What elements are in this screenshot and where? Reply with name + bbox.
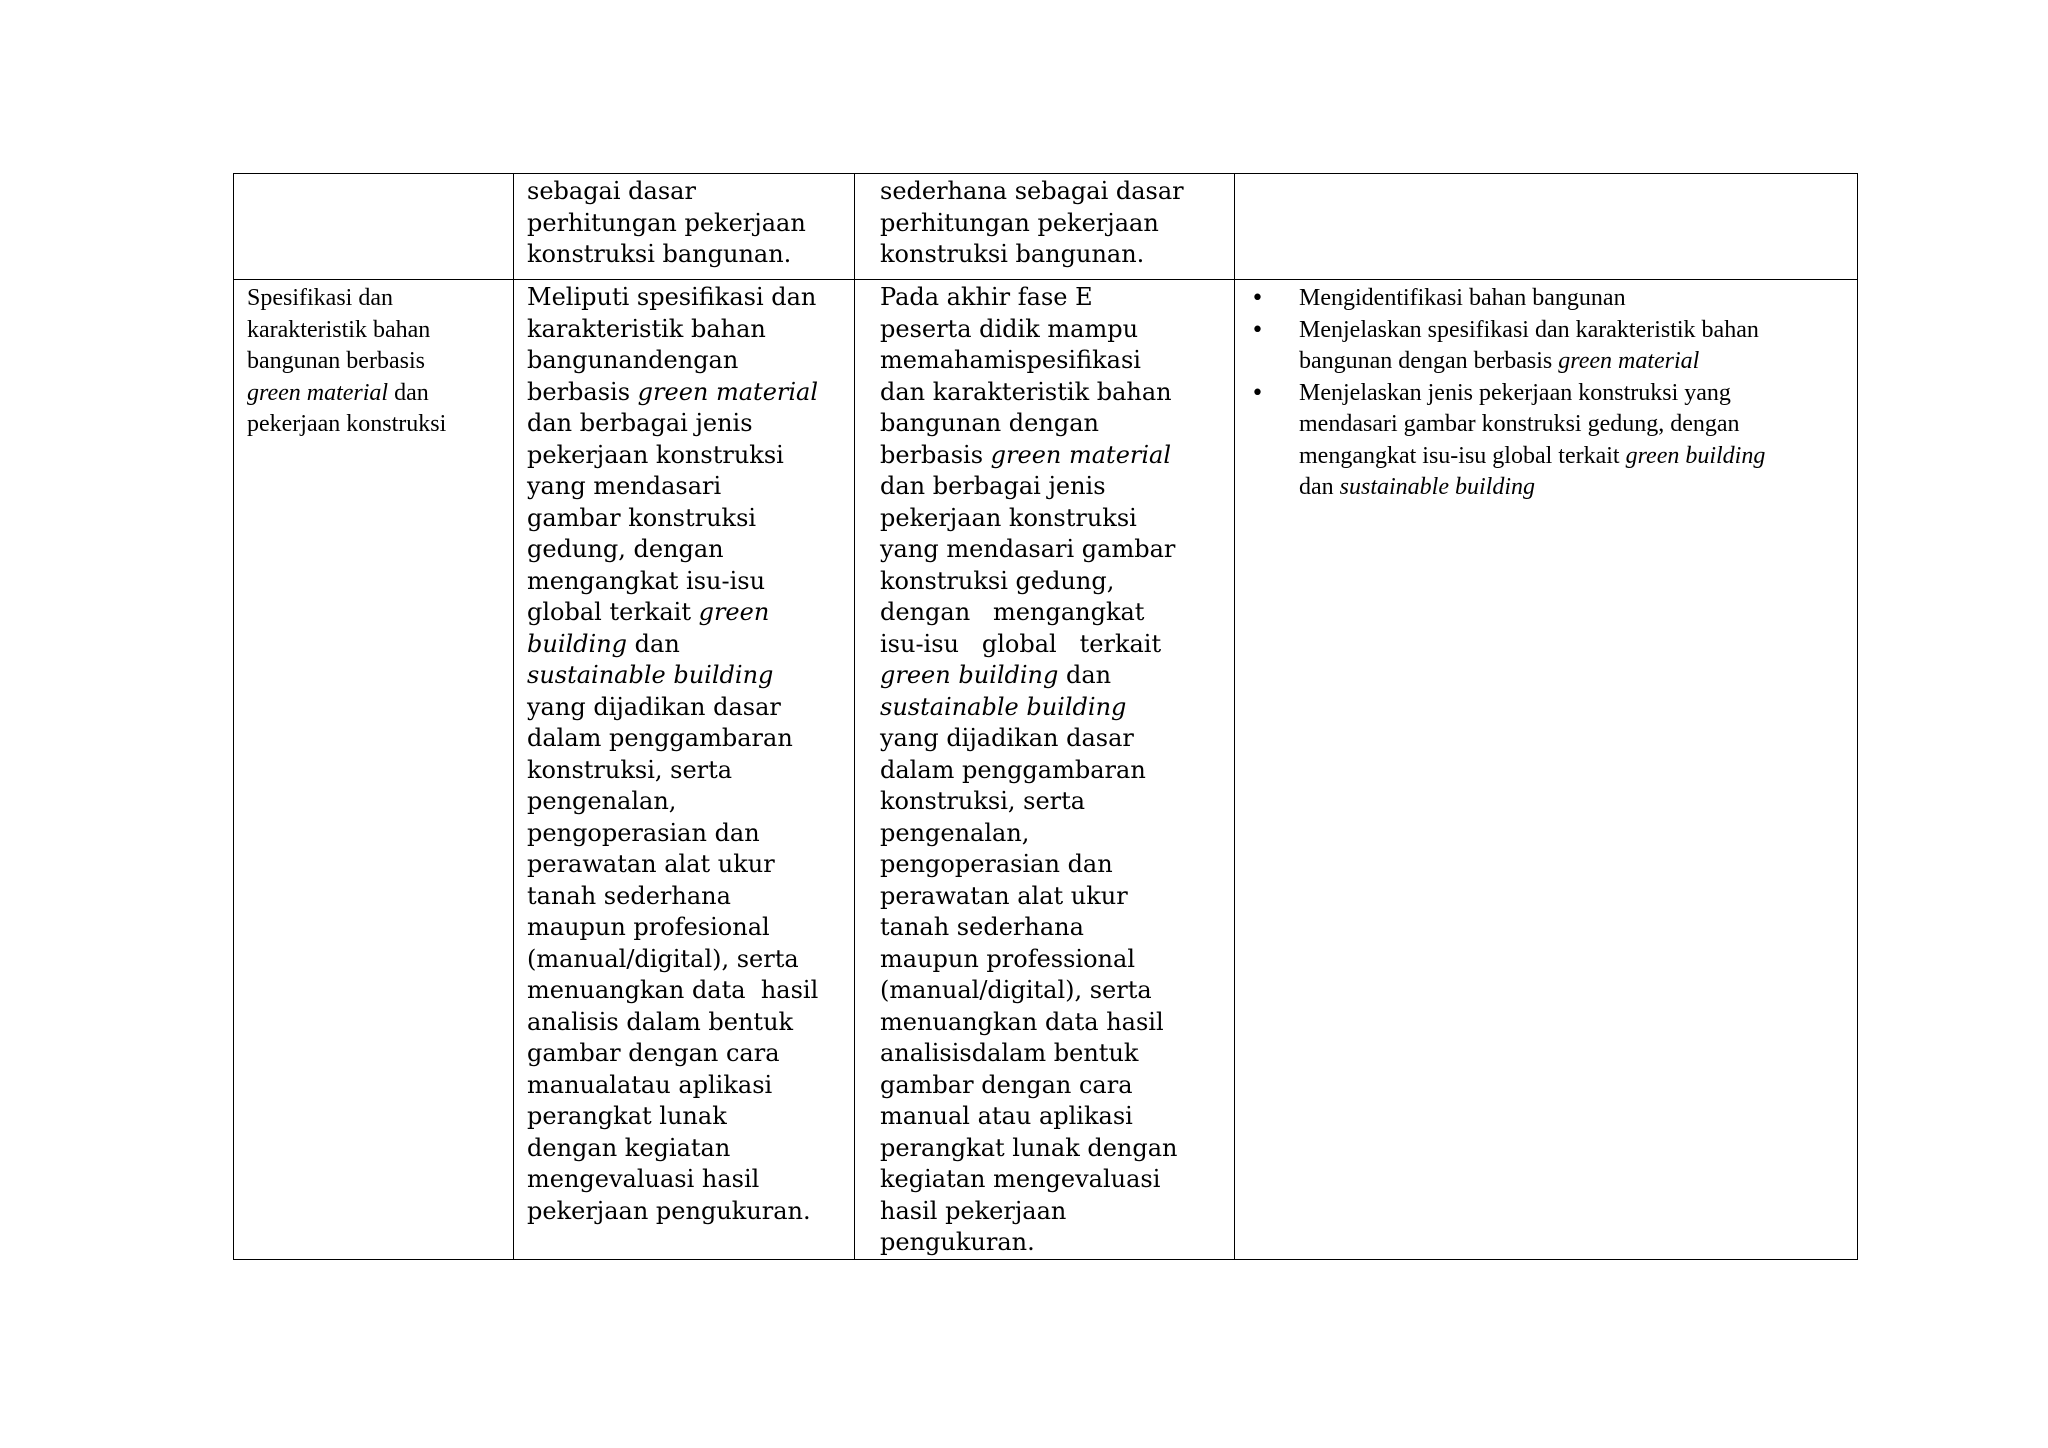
text-line: [1299, 441, 1849, 473]
text-line: [880, 755, 1230, 787]
text-line: [527, 566, 850, 598]
text-run: bangunan berbasis: [247, 348, 425, 374]
text-run: pekerjaan konstruksi: [527, 440, 784, 469]
text-line: konstruksi bangunan.: [880, 240, 1145, 268]
text-run: Pada akhir fase E: [880, 283, 1093, 311]
bullet-item: [1249, 315, 1849, 378]
text-run: yang mendasari: [527, 472, 722, 500]
text-run: Menjelaskan spesifikasi dan karakteristik bahan: [1299, 316, 1759, 343]
text-line: [880, 660, 1230, 692]
text-line: [880, 786, 1230, 818]
text-run: karakteristik bahan: [527, 314, 766, 343]
text-run: konstruksi, serta: [527, 755, 733, 784]
row1-objectives-cell: [1235, 174, 1858, 280]
text-line: [527, 503, 850, 535]
text-line: [527, 881, 850, 913]
text-line: [527, 1038, 850, 1070]
text-run: dan karakteristik bahan: [880, 377, 1172, 406]
text-line: [527, 1070, 850, 1102]
text-line: [527, 345, 850, 377]
text-run: tanah sederhana: [880, 913, 1084, 941]
table-row: [234, 280, 1858, 1260]
text-run: pengoperasian dan: [880, 850, 1113, 878]
text-line: [527, 818, 850, 850]
text-run: perawatan alat ukur: [527, 850, 775, 878]
italic-term: green material: [637, 377, 819, 406]
text-line: konstruksi bangunan.: [527, 240, 792, 268]
text-line: [527, 849, 850, 881]
text-run: bangunandengan: [527, 346, 739, 374]
text-run: kegiatan mengevaluasi: [880, 1165, 1161, 1193]
row2-scope-cell: [514, 280, 855, 1260]
text-line: [1299, 409, 1849, 441]
text-run: maupun professional: [880, 944, 1135, 973]
text-line: [880, 503, 1230, 535]
text-run: perangkat lunak: [527, 1102, 727, 1130]
text-run: dengan kegiatan: [527, 1133, 731, 1162]
text-run: dan: [1058, 661, 1112, 689]
italic-term: sustainable building: [1339, 474, 1535, 500]
italic-term: green material: [990, 440, 1172, 469]
text-run: gedung, dengan: [527, 535, 724, 563]
text-run: yang mendasari gambar: [880, 535, 1176, 563]
text-line: [527, 408, 850, 440]
text-line: [880, 944, 1230, 976]
italic-term: green material: [1558, 348, 1700, 374]
text-line: [527, 912, 850, 944]
text-run: Spesifikasi dan: [247, 285, 393, 311]
text-run: dengan mengangkat: [880, 598, 1145, 626]
text-line: [247, 346, 503, 378]
text-line: [527, 786, 850, 818]
text-run: mengangkat isu-isu: [527, 566, 766, 595]
text-line: [527, 471, 850, 503]
text-run: gambar dengan cara: [880, 1070, 1133, 1099]
text-run: dan: [627, 629, 680, 658]
text-run: tanah sederhana: [527, 881, 731, 910]
text-line: [247, 315, 503, 347]
text-line: [527, 1164, 850, 1196]
text-line: [880, 1070, 1230, 1102]
text-line: [880, 377, 1230, 409]
text-line: [880, 1101, 1230, 1133]
italic-term: sustainable building: [527, 661, 774, 689]
text-run: perawatan alat ukur: [880, 881, 1128, 910]
text-run: pengenalan,: [880, 818, 1030, 847]
row2-element-cell: [234, 280, 514, 1260]
text-run: mengevaluasi hasil: [527, 1165, 760, 1193]
text-run: konstruksi, serta: [880, 787, 1086, 815]
text-line: [1299, 346, 1849, 378]
italic-term: green: [698, 598, 770, 626]
text-line: [527, 1133, 850, 1165]
text-run: Menjelaskan jenis pekerjaan konstruksi yang: [1299, 379, 1731, 406]
text-run: isu-isu global terkait: [880, 629, 1162, 658]
text-line: [880, 1007, 1230, 1039]
text-line: [880, 408, 1230, 440]
text-run: berbasis: [880, 440, 991, 469]
text-run: (manual/digital), serta: [880, 976, 1152, 1004]
text-line: [247, 283, 503, 315]
text-line: [527, 944, 850, 976]
text-line: [880, 818, 1230, 850]
text-line: [880, 1038, 1230, 1070]
text-run: manual atau aplikasi: [880, 1102, 1133, 1130]
text-line: [880, 345, 1230, 377]
text-run: dan berbagai jenis: [527, 409, 753, 437]
text-line: sederhana sebagai dasar: [880, 177, 1184, 205]
text-line: [880, 881, 1230, 913]
text-line: [527, 1196, 850, 1228]
text-line: [527, 440, 850, 472]
text-line: [527, 1007, 850, 1039]
italic-term: green material: [247, 379, 389, 406]
text-line: [880, 471, 1230, 503]
text-run: gambar dengan cara: [527, 1039, 780, 1067]
text-line: [1299, 283, 1849, 315]
text-run: hasil pekerjaan: [880, 1196, 1067, 1225]
text-run: Meliputi spesifikasi dan: [527, 283, 817, 311]
text-run: dan berbagai jenis: [880, 472, 1106, 500]
italic-term: green building: [880, 661, 1059, 689]
text-line: [247, 409, 503, 441]
text-run: analisis dalam bentuk: [527, 1007, 794, 1036]
row2-outcome-cell: [855, 280, 1235, 1260]
text-run: perangkat lunak dengan: [880, 1133, 1178, 1162]
text-run: mendasari gambar konstruksi gedung, dengan: [1299, 411, 1740, 437]
text-line: [880, 1164, 1230, 1196]
text-run: dalam penggambaran: [527, 724, 793, 752]
text-line: [527, 723, 850, 755]
text-line: [527, 597, 850, 629]
text-line: [527, 660, 850, 692]
row2-objectives-cell: [1235, 280, 1858, 1260]
text-run: konstruksi gedung,: [880, 566, 1115, 595]
text-run: Mengidentifikasi bahan bangunan: [1299, 285, 1626, 311]
text-run: maupun profesional: [527, 913, 770, 941]
text-run: peserta didik mampu: [880, 314, 1139, 343]
text-run: (manual/digital), serta: [527, 944, 799, 973]
text-run: analisisdalam bentuk: [880, 1039, 1139, 1067]
text-run: bangunan dengan berbasis: [1299, 348, 1559, 374]
text-line: [880, 440, 1230, 472]
italic-term: building: [527, 629, 628, 658]
text-line: [880, 597, 1230, 629]
italic-term: sustainable building: [880, 692, 1127, 721]
content-table: [233, 173, 1858, 1260]
text-run: dan: [388, 379, 429, 406]
text-line: [880, 849, 1230, 881]
text-line: perhitungan pekerjaan: [527, 208, 806, 237]
objectives-list: [1249, 283, 1849, 504]
text-run: pekerjaan konstruksi: [247, 411, 447, 437]
text-run: dalam penggambaran: [880, 755, 1146, 784]
text-line: [527, 755, 850, 787]
text-run: manualatau aplikasi: [527, 1070, 773, 1099]
text-line: [527, 629, 850, 661]
text-line: [527, 975, 850, 1007]
text-line: [880, 282, 1230, 314]
text-run: menuangkan data hasil: [880, 1007, 1164, 1036]
text-line: [880, 692, 1230, 724]
text-line: [880, 1196, 1230, 1228]
text-line: [1299, 378, 1849, 410]
text-run: gambar konstruksi: [527, 503, 757, 532]
text-line: [1299, 315, 1849, 347]
text-run: menuangkan data hasil: [527, 976, 819, 1004]
text-run: pengoperasian dan: [527, 818, 760, 847]
text-run: memahamispesifikasi: [880, 346, 1141, 374]
text-line: [880, 1227, 1230, 1259]
text-line: [880, 723, 1230, 755]
text-run: pengenalan,: [527, 787, 677, 815]
text-line: [880, 1133, 1230, 1165]
text-line: [527, 377, 850, 409]
text-line: [880, 314, 1230, 346]
text-run: dan: [1299, 474, 1340, 500]
text-run: yang dijadikan dasar: [880, 724, 1134, 752]
text-line: sebagai dasar: [527, 177, 696, 205]
text-line: [880, 975, 1230, 1007]
text-run: pekerjaan pengukuran.: [527, 1196, 811, 1225]
text-line: [527, 282, 850, 314]
text-line: [880, 566, 1230, 598]
text-line: [527, 692, 850, 724]
italic-term: green building: [1625, 442, 1766, 469]
text-line: [880, 534, 1230, 566]
row1-scope-cell: [514, 174, 855, 280]
text-line: [527, 1101, 850, 1133]
text-line: perhitungan pekerjaan: [880, 208, 1159, 237]
text-run: mengangkat isu-isu global terkait: [1299, 442, 1626, 469]
row1-outcome-cell: [855, 174, 1235, 280]
text-line: [247, 378, 503, 410]
table-row: [234, 174, 1858, 280]
text-line: [880, 629, 1230, 661]
text-line: [880, 912, 1230, 944]
text-run: berbasis: [527, 377, 638, 406]
row1-element-cell: [234, 174, 514, 280]
text-line: [527, 314, 850, 346]
bullet-item: [1249, 283, 1849, 315]
text-run: karakteristik bahan: [247, 316, 431, 343]
text-line: [527, 534, 850, 566]
text-run: pekerjaan konstruksi: [880, 503, 1137, 532]
text-run: bangunan dengan: [880, 409, 1099, 437]
text-run: global terkait: [527, 598, 699, 626]
text-run: yang dijadikan dasar: [527, 692, 781, 721]
text-run: pengukuran.: [880, 1228, 1035, 1256]
text-line: [1299, 472, 1849, 504]
bullet-item: [1249, 378, 1849, 504]
